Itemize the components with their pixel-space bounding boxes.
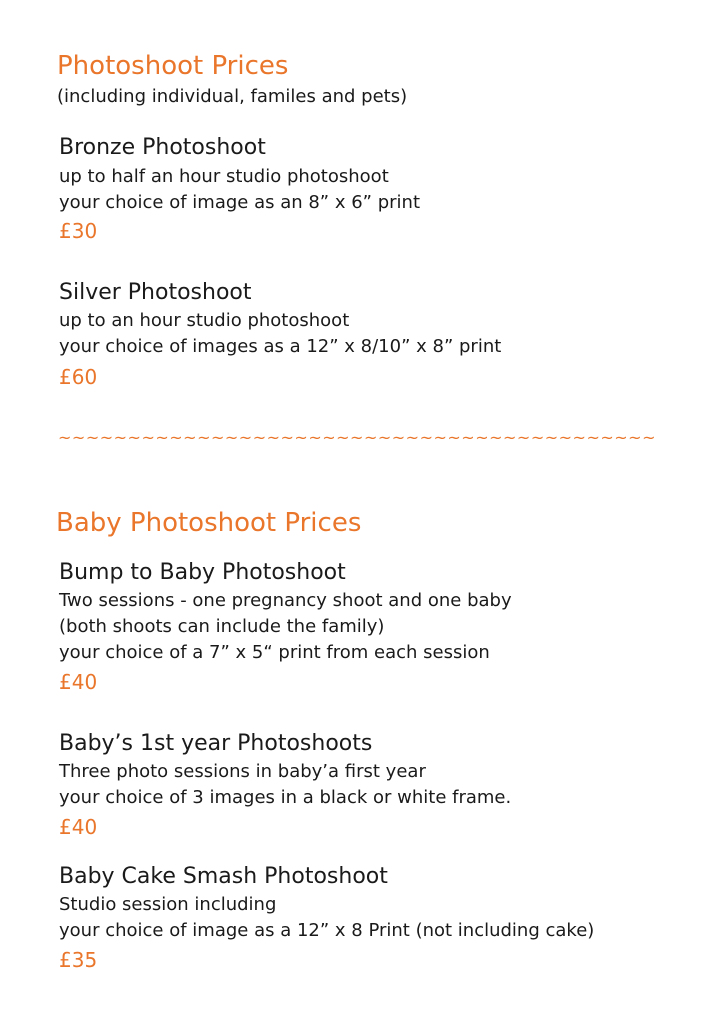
package-name: Silver Photoshoot [59, 280, 252, 305]
package-price: £40 [59, 815, 98, 839]
package-name: Bump to Baby Photoshoot [59, 560, 346, 585]
package-name: Baby’s 1st year Photoshoots [59, 731, 373, 756]
tilde-divider: ~~~~~~~~~~~~~~~~~~~~~~~~~~~~~~~~~~~~~~~~~~~ [58, 428, 656, 447]
package-description-line: your choice of 3 images in a black or white frame. [59, 787, 512, 808]
package-name: Bronze Photoshoot [59, 135, 266, 160]
package-price: £30 [59, 219, 98, 243]
section-subtitle: (including individual, familes and pets) [57, 86, 408, 107]
package-description-line: your choice of a 7” x 5“ print from each session [59, 642, 490, 663]
package-description-line: Two sessions - one pregnancy shoot and one baby [59, 590, 512, 611]
package-description-line: up to half an hour studio photoshoot [59, 166, 389, 187]
package-price: £35 [59, 948, 98, 972]
package-description-line: up to an hour studio photoshoot [59, 310, 350, 331]
section-title-baby-photoshoot-prices: Baby Photoshoot Prices [56, 508, 362, 538]
package-description-line: your choice of image as a 12” x 8 Print (not including cake) [59, 920, 595, 941]
package-price: £60 [59, 365, 98, 389]
package-description-line: Studio session including [59, 894, 277, 915]
package-description-line: (both shoots can include the family) [59, 616, 385, 637]
package-price: £40 [59, 670, 98, 694]
package-description-line: Three photo sessions in baby’a first year [59, 761, 426, 782]
package-name: Baby Cake Smash Photoshoot [59, 864, 388, 889]
section-title-photoshoot-prices: Photoshoot Prices [57, 51, 289, 81]
package-description-line: your choice of images as a 12” x 8/10” x 8” print [59, 336, 502, 357]
package-description-line: your choice of image as an 8” x 6” print [59, 192, 421, 213]
